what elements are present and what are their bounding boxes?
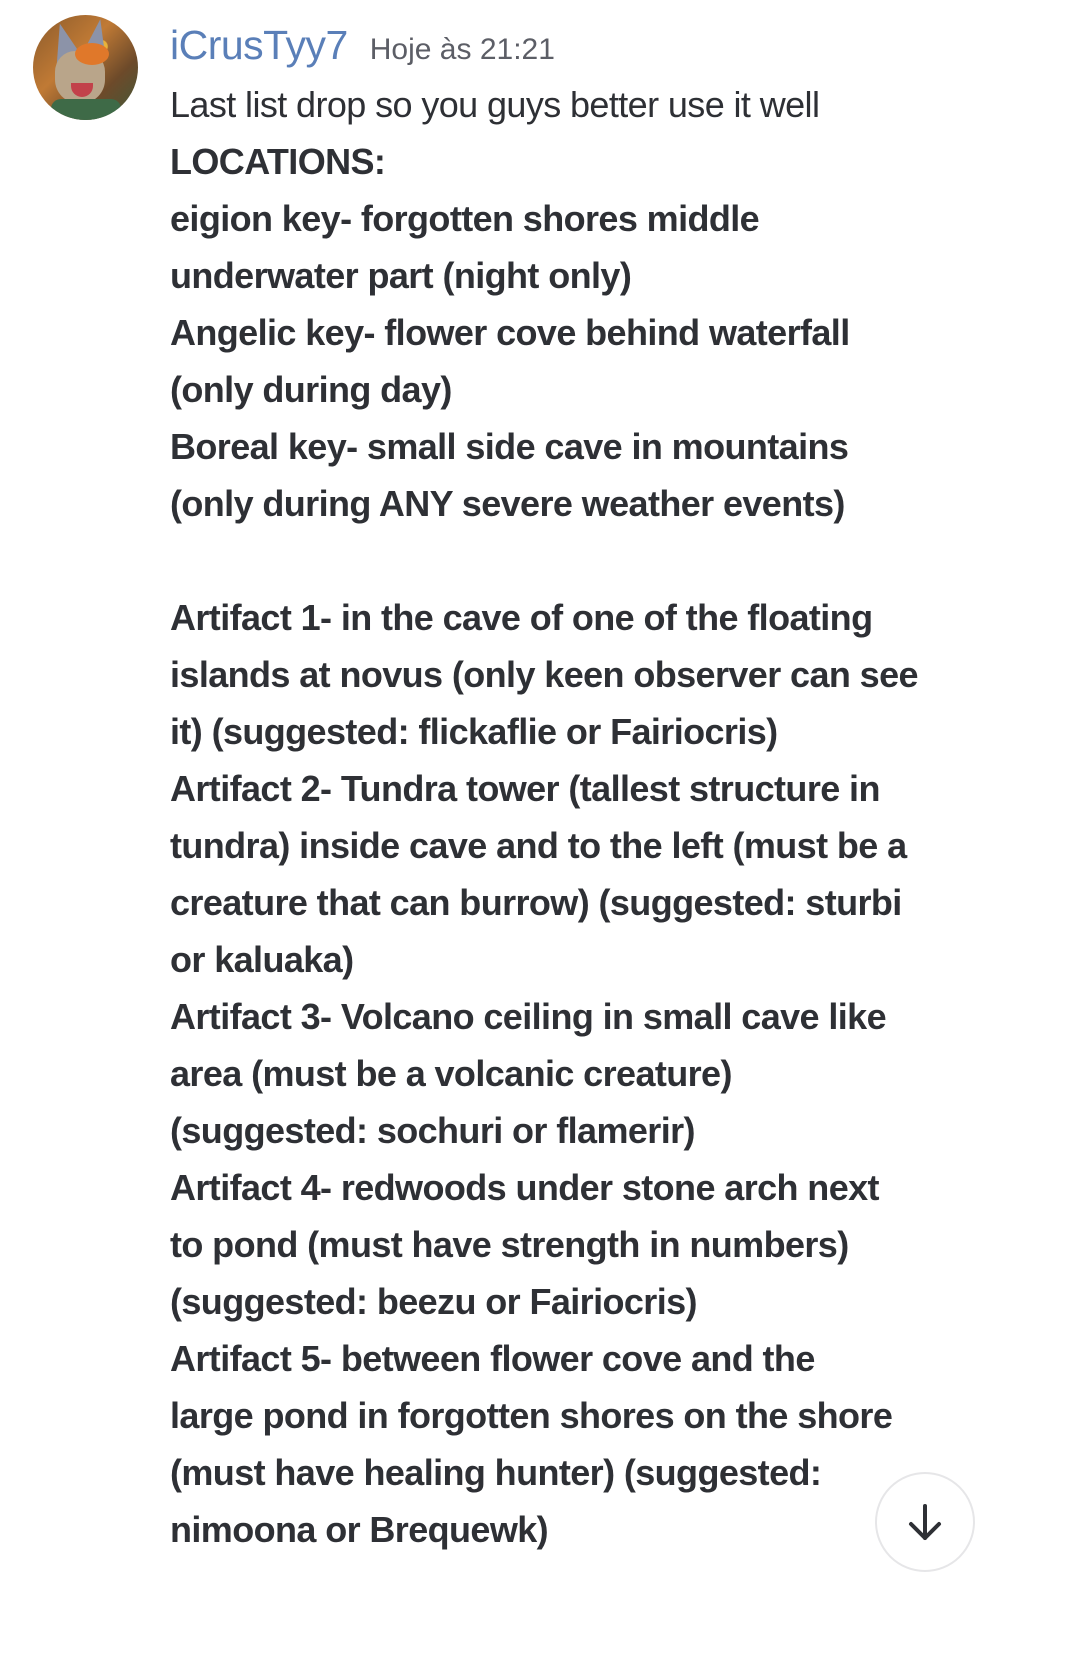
message-header	[170, 22, 555, 74]
location-line: (only during day)	[170, 369, 452, 410]
locations-heading: LOCATIONS:	[170, 141, 386, 182]
artifact-line: Artifact 3- Volcano ceiling in small cave like	[170, 996, 887, 1037]
artifact-line: it) (suggested: flickaflie or Fairiocris)	[170, 711, 778, 752]
artifact-line: large pond in forgotten shores on the shore	[170, 1395, 893, 1436]
artifact-line: Artifact 4- redwoods under stone arch next	[170, 1167, 879, 1208]
artifact-line: islands at novus (only keen observer can see	[170, 654, 918, 695]
blank-line	[170, 532, 990, 589]
location-line: Angelic key- flower cove behind waterfall	[170, 312, 850, 353]
location-line: eigion key- forgotten shores middle	[170, 198, 760, 239]
avatar-art-hair	[75, 43, 109, 65]
artifact-line: Artifact 1- in the cave of one of the floating	[170, 597, 873, 638]
message-intro: Last list drop so you guys better use it well	[170, 84, 820, 125]
timestamp: Hoje às 21:21	[369, 33, 555, 66]
artifact-line: (suggested: sochuri or flamerir)	[170, 1110, 695, 1151]
scroll-to-bottom-button[interactable]	[875, 1472, 975, 1572]
artifact-line: or kaluaka)	[170, 939, 354, 980]
artifact-line: (suggested: beezu or Fairiocris)	[170, 1281, 697, 1322]
username[interactable]: iCrusTyy7	[170, 22, 348, 68]
avatar[interactable]	[33, 15, 138, 120]
artifact-line: creature that can burrow) (suggested: sturbi	[170, 882, 902, 923]
location-line: Boreal key- small side cave in mountains	[170, 426, 849, 467]
artifact-line: tundra) inside cave and to the left (must be a	[170, 825, 907, 866]
location-line: underwater part (night only)	[170, 255, 632, 296]
artifact-line: (must have healing hunter) (suggested:	[170, 1452, 822, 1493]
artifact-line: Artifact 2- Tundra tower (tallest structure in	[170, 768, 880, 809]
message-content	[170, 76, 990, 1558]
artifact-line: area (must be a volcanic creature)	[170, 1053, 732, 1094]
avatar-art-shirt	[51, 99, 121, 120]
location-line: (only during ANY severe weather events)	[170, 483, 845, 524]
artifact-line: Artifact 5- between flower cove and the	[170, 1338, 815, 1379]
arrow-down-icon	[903, 1500, 947, 1544]
artifact-line: to pond (must have strength in numbers)	[170, 1224, 849, 1265]
artifact-line: nimoona or Brequewk)	[170, 1509, 549, 1550]
